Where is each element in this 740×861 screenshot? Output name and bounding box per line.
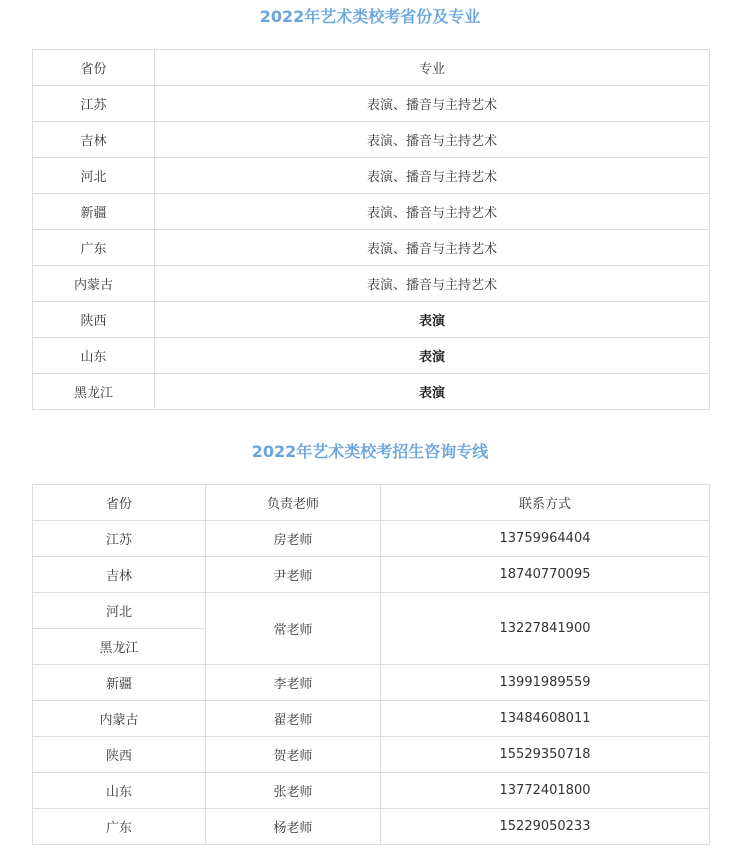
- province-cell: 内蒙古: [33, 701, 206, 737]
- major-cell: 表演: [155, 338, 710, 374]
- province-cell: 陕西: [33, 737, 206, 773]
- column-header-teacher: 负责老师: [206, 485, 381, 521]
- table-row: [33, 266, 710, 302]
- table-row: [33, 230, 710, 266]
- province-cell: 内蒙古: [33, 266, 155, 302]
- table-row: [33, 665, 710, 701]
- phone-cell: 13484608011: [381, 701, 710, 737]
- table-row: [33, 158, 710, 194]
- teacher-cell: 房老师: [206, 521, 381, 557]
- major-cell: 表演、播音与主持艺术: [155, 86, 710, 122]
- phone-cell: 13991989559: [381, 665, 710, 701]
- phone-cell: 13772401800: [381, 773, 710, 809]
- phone-cell: 18740770095: [381, 557, 710, 593]
- table-row: [33, 701, 710, 737]
- teacher-cell: 尹老师: [206, 557, 381, 593]
- column-header-major: 专业: [155, 50, 710, 86]
- teacher-cell: 张老师: [206, 773, 381, 809]
- province-cell: 新疆: [33, 665, 206, 701]
- phone-cell: 15529350718: [381, 737, 710, 773]
- table-row: [33, 557, 710, 593]
- major-cell: 表演、播音与主持艺术: [155, 122, 710, 158]
- table-row: [33, 773, 710, 809]
- phone-cell: 15229050233: [381, 809, 710, 845]
- hotline-table: [32, 484, 710, 845]
- province-cell: 河北: [33, 593, 206, 629]
- column-header-province: 省份: [33, 50, 155, 86]
- column-header-contact: 联系方式: [381, 485, 710, 521]
- province-cell: 山东: [33, 338, 155, 374]
- major-cell: 表演、播音与主持艺术: [155, 194, 710, 230]
- teacher-cell: 杨老师: [206, 809, 381, 845]
- province-cell: 陕西: [33, 302, 155, 338]
- province-cell: 吉林: [33, 557, 206, 593]
- major-cell: 表演、播音与主持艺术: [155, 266, 710, 302]
- province-cell: 河北: [33, 158, 155, 194]
- teacher-cell: 贺老师: [206, 737, 381, 773]
- major-cell: 表演: [155, 302, 710, 338]
- teacher-cell: 李老师: [206, 665, 381, 701]
- column-header-province: 省份: [33, 485, 206, 521]
- teacher-cell: 常老师: [206, 593, 381, 665]
- table-row: [33, 809, 710, 845]
- major-cell: 表演、播音与主持艺术: [155, 230, 710, 266]
- table-row: [33, 737, 710, 773]
- table-row: [33, 86, 710, 122]
- province-cell: 新疆: [33, 194, 155, 230]
- major-cell: 表演: [155, 374, 710, 410]
- province-cell: 吉林: [33, 122, 155, 158]
- table-header-row: [33, 50, 710, 86]
- province-cell: 江苏: [33, 521, 206, 557]
- section-title-majors: 2022年艺术类校考省份及专业: [259, 7, 481, 26]
- table-row: [33, 302, 710, 338]
- phone-cell: 13759964404: [381, 521, 710, 557]
- table-row: [33, 593, 710, 629]
- province-cell: 江苏: [33, 86, 155, 122]
- province-cell: 山东: [33, 773, 206, 809]
- province-cell: 黑龙江: [33, 374, 155, 410]
- majors-table: [32, 49, 710, 410]
- table-row: [33, 521, 710, 557]
- table-row: [33, 338, 710, 374]
- table-row: [33, 194, 710, 230]
- major-cell: 表演、播音与主持艺术: [155, 158, 710, 194]
- table-header-row: [33, 485, 710, 521]
- section-title-hotline: 2022年艺术类校考招生咨询专线: [251, 442, 489, 461]
- phone-cell: 13227841900: [381, 593, 710, 665]
- province-cell: 广东: [33, 809, 206, 845]
- table-row: [33, 374, 710, 410]
- province-cell: 广东: [33, 230, 155, 266]
- teacher-cell: 翟老师: [206, 701, 381, 737]
- province-cell: 黑龙江: [33, 629, 206, 665]
- table-row: [33, 122, 710, 158]
